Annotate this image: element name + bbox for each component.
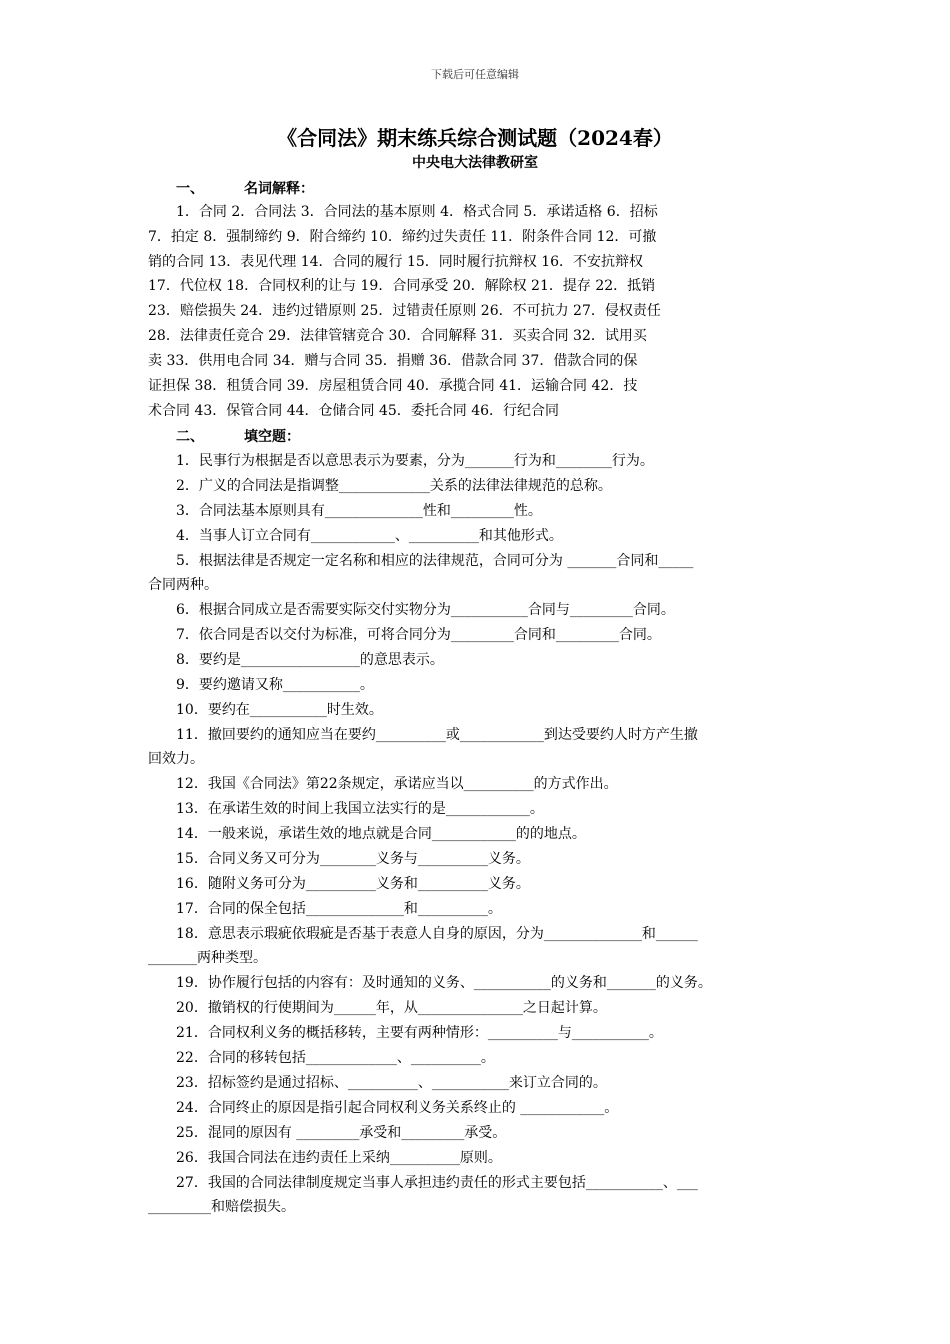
question-line: 2．广义的合同法是指调整_____________关系的法律法律规范的总称。: [176, 478, 612, 494]
term-line: 销的合同 13．表见代理 14．合同的履行 15．同时履行抗辩权 16．不安抗辩权: [148, 254, 644, 270]
question-line: 25．混同的原因有 _________承受和_________承受。: [176, 1125, 507, 1141]
question-line: 26．我国合同法在违约责任上采纳__________原则。: [176, 1150, 502, 1166]
question-line: 20．撤销权的行使期间为______年，从_______________之日起计算。: [176, 1000, 607, 1016]
term-line: 1．合同 2．合同法 3．合同法的基本原则 4．格式合同 5．承诺适格 6．招标: [176, 204, 658, 220]
question-line: 9．要约邀请又称___________。: [176, 677, 374, 693]
term-line: 28．法律责任竞合 29．法律管辖竞合 30．合同解释 31．买卖合同 32．试用买: [148, 328, 647, 344]
question-line: 3．合同法基本原则具有______________性和_________性。: [176, 503, 542, 519]
term-line: 证担保 38．租赁合同 39．房屋租赁合同 40．承揽合同 41．运输合同 42．技: [148, 378, 638, 394]
term-line: 23．赔偿损失 24．违约过错原则 25．过错责任原则 26．不可抗力 27．侵权责任: [148, 303, 661, 319]
question-line: 7．依合同是否以交付为标准，可将合同分为_________合同和_________合同。: [176, 627, 661, 643]
question-line: 5．根据法律是否规定一定名称和相应的法律规范，合同可分为 _______合同和_____: [176, 553, 694, 569]
header-note: 下载后可任意编辑: [431, 68, 519, 81]
section-number: 一、: [176, 181, 204, 197]
question-line: 15．合同义务又可分为________义务与__________义务。: [176, 851, 530, 867]
term-line: 17．代位权 18．合同权利的让与 19．合同承受 20．解除权 21．提存 22．抵销: [148, 278, 656, 294]
question-line: 12．我国《合同法》第22条规定，承诺应当以__________的方式作出。: [176, 776, 618, 792]
question-line: 23．招标签约是通过招标、__________、___________来订立合同的。: [176, 1075, 607, 1091]
question-line: 14．一般来说，承诺生效的地点就是合同____________的的地点。: [176, 826, 586, 842]
question-line: 22．合同的移转包括_____________、__________。: [176, 1050, 495, 1066]
section-label: 名词解释：: [244, 181, 314, 197]
question-line: 合同两种。: [148, 577, 218, 593]
question-line: 6．根据合同成立是否需要实际交付实物分为___________合同与_________合同。: [176, 602, 675, 618]
question-line: 1．民事行为根据是否以意思表示为要素，分为_______行为和________行为。: [176, 453, 654, 469]
document-title: 《合同法》期末练兵综合测试题（2024春）: [277, 126, 673, 150]
question-line: 27．我国的合同法律制度规定当事人承担违约责任的形式主要包括___________、___: [176, 1175, 698, 1191]
question-line: 回效力。: [148, 751, 204, 767]
question-line: _______两种类型。: [148, 950, 267, 966]
term-line: 卖 33．供用电合同 34．赠与合同 35．捐赠 36．借款合同 37．借款合同的保: [148, 353, 638, 369]
question-line: 10．要约在___________时生效。: [176, 702, 383, 718]
section-heading-terms: [176, 178, 314, 198]
section-heading-fill-blank: [176, 426, 300, 446]
question-line: 4．当事人订立合同有____________、__________和其他形式。: [176, 528, 563, 544]
question-line: 8．要约是_________________的意思表示。: [176, 652, 444, 668]
question-line: 17．合同的保全包括______________和__________。: [176, 901, 502, 917]
question-line: 13．在承诺生效的时间上我国立法实行的是____________。: [176, 801, 544, 817]
section-label: 填空题：: [244, 429, 300, 445]
question-line: 18．意思表示瑕疵依瑕疵是否基于表意人自身的原因，分为______________和______: [176, 926, 698, 942]
term-line: 术合同 43．保管合同 44．仓储合同 45．委托合同 46．行纪合同: [148, 403, 560, 419]
term-line: 7．拍定 8．强制缔约 9．附合缔约 10．缔约过失责任 11．附条件合同 12．可撤: [148, 229, 657, 245]
question-line: 16．随附义务可分为__________义务和__________义务。: [176, 876, 530, 892]
section-number: 二、: [176, 429, 204, 445]
question-line: 21．合同权利义务的概括移转，主要有两种情形：__________与___________。: [176, 1025, 663, 1041]
question-line: 24．合同终止的原因是指引起合同权利义务关系终止的 ____________。: [176, 1100, 619, 1116]
question-line: _________和赔偿损失。: [148, 1199, 295, 1215]
question-line: 11．撤回要约的通知应当在要约__________或____________到达受要约人时方产生撤: [176, 727, 698, 743]
question-line: 19．协作履行包括的内容有：及时通知的义务、___________的义务和_______的义务。: [176, 975, 712, 991]
document-subtitle: 中央电大法律教研室: [412, 155, 538, 171]
